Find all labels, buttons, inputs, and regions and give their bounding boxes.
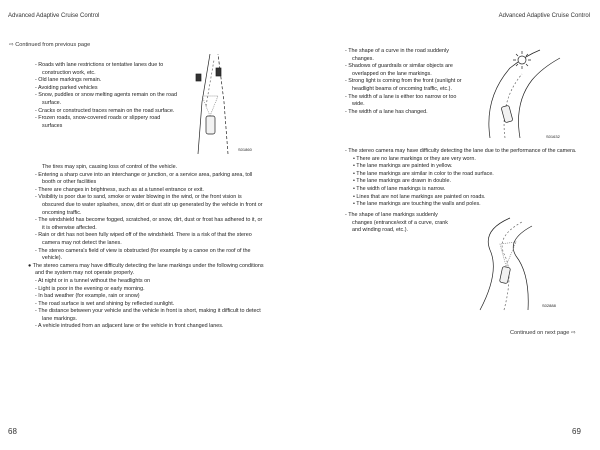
page-number-right: 69 bbox=[572, 427, 581, 436]
sub-list-item: • The lane markings are similar in color to the road surface. bbox=[353, 170, 494, 177]
sub-list-item: • There are no lane markings or they are very worn. bbox=[353, 155, 476, 162]
sub-list-item: • The lane markings are touching the walls and poles. bbox=[353, 201, 481, 208]
list-item: - Frozen roads, snow-covered roads or slippery road surfaces bbox=[35, 115, 161, 129]
right-last-item bbox=[345, 212, 453, 235]
left-full-list bbox=[28, 164, 265, 331]
list-item: - Light is poor in the evening or early morning. bbox=[35, 285, 145, 292]
right-full-list bbox=[345, 148, 585, 209]
figure-winding-road bbox=[470, 212, 570, 312]
sub-list-item: • The lane markings are drawn in double. bbox=[353, 178, 451, 185]
sub-list-item: • The width of lane markings is narrow. bbox=[353, 185, 446, 192]
list-item: - The distance between your vehicle and the vehicle in front is short, making it difficult to detect lane markings. bbox=[35, 308, 261, 322]
list-item: - Old lane markings remain. bbox=[35, 77, 102, 84]
list-item: - The stereo camera's field of view is obstructed (for example by a canoe on the roof of the vehicle). bbox=[35, 247, 251, 262]
list-item: - The windshield has become fogged, scratched, or snow, dirt, dust or frost has adhered to it, or it is otherwise affected. bbox=[35, 217, 263, 231]
list-item: - The width of a lane is either too narrow or too wide. bbox=[345, 93, 457, 108]
list-item: - Roads with lane restrictions or tentative lanes due to construction work, etc. bbox=[35, 62, 164, 76]
continued-on-next-page: Continued on next page ⇨ bbox=[510, 330, 576, 336]
right-page-header: Advanced Adaptive Cruise Control bbox=[498, 13, 590, 19]
list-item: - In bad weather (for example, rain or snow) bbox=[35, 293, 140, 300]
list-item: - Strong light is coming from the front (sunlight or headlight beams of oncoming traffic, etc.). bbox=[345, 78, 462, 92]
list-item: - Visibility is poor due to sand, smoke or water blowing in the wind, or the front vision is obscured due to water splashes, snow, dirt or dust stir up generated by the vehicle in front or oncoming traffic. bbox=[35, 194, 263, 216]
list-item: - A vehicle intruded from an adjacent lane or the vehicle in front changed lanes. bbox=[35, 323, 224, 330]
left-page-header: Advanced Adaptive Cruise Control bbox=[8, 13, 100, 19]
figure-id-3: S02888 bbox=[542, 303, 556, 308]
continued-from-previous: ⇨ Continued from previous page bbox=[9, 42, 91, 48]
figure-curve-sunlight bbox=[470, 48, 570, 140]
list-item: - The width of a lane has changed. bbox=[345, 108, 428, 115]
list-item: - The stereo camera may have difficulty detecting the lane due to the performance of the camera. bbox=[345, 148, 577, 154]
bullet-paragraph: ● The stereo camera may have difficulty detecting the lane markings under the following conditions and the system may not operate properly. bbox=[28, 262, 264, 277]
list-item: - There are changes in brightness, such as at a tunnel entrance or exit. bbox=[35, 186, 204, 193]
figure-road-parked-vehicles bbox=[188, 54, 258, 156]
list-item: - The shape of lane markings suddenly changes (entrance/exit of a curve, crank and winding road, etc.). bbox=[345, 212, 448, 234]
figure-id-1: S01860 bbox=[238, 147, 252, 152]
page-number-left: 68 bbox=[8, 427, 17, 436]
list-item: - Cracks or constructed traces remain on the road surface. bbox=[35, 107, 175, 114]
paragraph: The tires may spin, causing loss of control of the vehicle. bbox=[42, 164, 178, 170]
list-item: - The road surface is wet and shining by reflected sunlight. bbox=[35, 300, 175, 307]
left-narrow-list bbox=[35, 62, 180, 130]
list-item: - Rain or dirt has not been fully wiped off of the windshield. There is a risk of that the stereo camera may not detect the lanes. bbox=[35, 232, 252, 246]
list-item: - Avoiding parked vehicles bbox=[35, 84, 98, 91]
list-item: - Entering a sharp curve into an interchange or junction, or a service area, parking area, toll booth or other facilities bbox=[35, 171, 253, 186]
right-narrow-list bbox=[345, 48, 465, 116]
sub-list-item: • The lane markings are painted in yellow. bbox=[353, 163, 453, 170]
list-item: - At night or in a tunnel without the headlights on bbox=[35, 277, 151, 284]
sub-list-item: • Lines that are not lane markings are painted on roads. bbox=[353, 193, 486, 200]
figure-id-2: S01632 bbox=[546, 134, 560, 139]
list-item: - The shape of a curve in the road suddenly changes. bbox=[345, 48, 449, 62]
list-item: - Snow, puddles or snow melting agents remain on the road surface. bbox=[35, 92, 178, 106]
list-item: - Shadows of guardrails or similar objects are overlapped on the lane markings. bbox=[345, 63, 453, 77]
